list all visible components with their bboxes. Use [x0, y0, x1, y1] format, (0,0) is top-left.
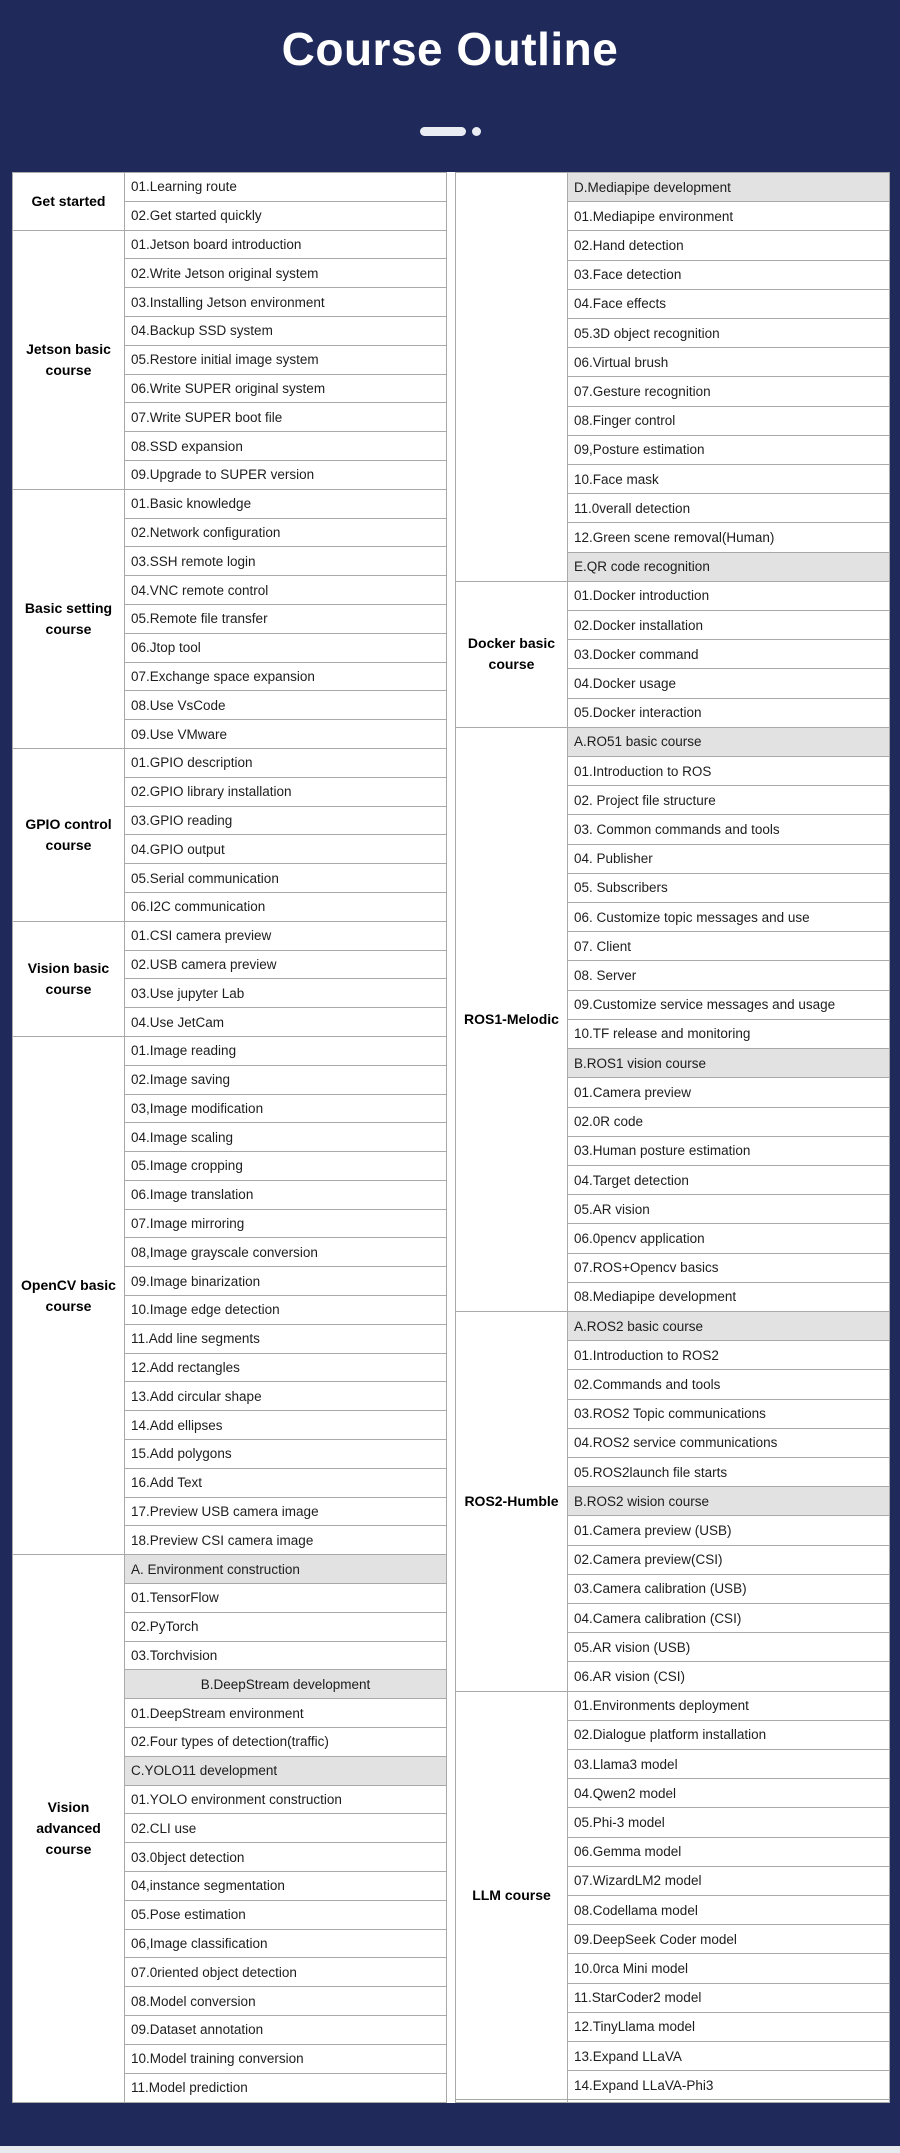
course-item-cell: 02.Write Jetson original system	[125, 259, 447, 288]
course-item-cell: 05.AR vision (USB)	[568, 1633, 890, 1662]
table-row	[13, 489, 447, 518]
course-item-cell: 02.Dialogue platform installation	[568, 1720, 890, 1749]
course-item-cell: 07. Client	[568, 932, 890, 961]
course-item-cell: 01.Learning route	[125, 173, 447, 202]
course-item-cell: 01.Introduction to ROS2	[568, 1341, 890, 1370]
course-item-cell: 06.AR vision (CSI)	[568, 1662, 890, 1691]
course-item-cell: 01.Mediapipe environment	[568, 202, 890, 231]
table-row	[13, 921, 447, 950]
course-item-cell: 01.YOLO environment construction	[125, 1785, 447, 1814]
course-item-cell: 01.Camera preview	[568, 1078, 890, 1107]
course-item-cell: 02. Project file structure	[568, 786, 890, 815]
category-cell: Vision basic course	[13, 921, 125, 1036]
course-item-cell: 10.Face mask	[568, 465, 890, 494]
course-item-cell: 04.Qwen2 model	[568, 1779, 890, 1808]
course-item-cell: 07.ROS+Opencv basics	[568, 1253, 890, 1282]
course-item-cell: 07.WizardLM2 model	[568, 1866, 890, 1895]
course-item-cell: 09.Customize service messages and usage	[568, 990, 890, 1019]
table-row	[456, 727, 890, 756]
course-item-cell: 07.Gesture recognition	[568, 377, 890, 406]
course-item-cell: 03.GPIO reading	[125, 806, 447, 835]
course-item-cell: 09.Image binarization	[125, 1267, 447, 1296]
course-item-cell: 01.Image reading	[125, 1036, 447, 1065]
course-item-cell: 03.0bject detection	[125, 1843, 447, 1872]
course-item-cell: 01.Camera preview (USB)	[568, 1516, 890, 1545]
course-item-cell: 06.0pencv application	[568, 1224, 890, 1253]
course-table-right-body	[456, 173, 890, 2103]
course-item-cell: 04.Camera calibration (CSI)	[568, 1603, 890, 1632]
course-item-cell: 02.Get started quickly	[125, 201, 447, 230]
course-item-cell: 09.Use VMware	[125, 720, 447, 749]
course-item-cell: 10.TF release and monitoring	[568, 1019, 890, 1048]
course-item-cell: 05.3D object recognition	[568, 319, 890, 348]
table-row	[13, 173, 447, 202]
course-item-cell: 03.Human posture estimation	[568, 1136, 890, 1165]
course-item-cell: 10.0rca Mini model	[568, 1954, 890, 1983]
section-header-cell: B.ROS1 vision course	[568, 1049, 890, 1078]
course-item-cell: 02.Docker installation	[568, 611, 890, 640]
course-item-cell: 07.0riented object detection	[125, 1958, 447, 1987]
course-item-cell: 02.PyTorch	[125, 1612, 447, 1641]
course-item-cell: 08.Codellama model	[568, 1895, 890, 1924]
course-item-cell: 08.Mediapipe development	[568, 1282, 890, 1311]
category-cell: Basic setting course	[13, 489, 125, 748]
table-row	[13, 748, 447, 777]
course-item-cell: 08,Image grayscale conversion	[125, 1238, 447, 1267]
category-cell	[456, 2100, 568, 2103]
table-row	[456, 2100, 890, 2103]
table-row	[456, 173, 890, 202]
course-item-cell: 09.Upgrade to SUPER version	[125, 460, 447, 489]
course-item-cell: 08.Finger control	[568, 406, 890, 435]
table-row	[456, 1691, 890, 1720]
course-item-cell: 06,Image classification	[125, 1929, 447, 1958]
course-item-cell: 03. Common commands and tools	[568, 815, 890, 844]
course-item-cell: 06.Jtop tool	[125, 633, 447, 662]
course-item-cell: 04.Face effects	[568, 289, 890, 318]
section-header-cell: B.DeepStream development	[125, 1670, 447, 1699]
table-row	[456, 1311, 890, 1340]
course-item-cell: 11.Add line segments	[125, 1324, 447, 1353]
title-underline-dot	[472, 127, 481, 136]
course-item-cell: 14.Add ellipses	[125, 1411, 447, 1440]
course-table-left	[12, 172, 447, 2103]
page-title: Course Outline	[281, 23, 619, 75]
table-row	[13, 1036, 447, 1065]
course-item-cell: 03.Camera calibration (USB)	[568, 1574, 890, 1603]
course-item-cell: 09.Dataset annotation	[125, 2016, 447, 2045]
course-item-cell: 02.Four types of detection(traffic)	[125, 1728, 447, 1757]
course-item-cell: 01.DeepStream environment	[125, 1699, 447, 1728]
course-item-cell: 02.GPIO library installation	[125, 777, 447, 806]
category-cell: ROS1-Melodic	[456, 727, 568, 1311]
category-cell: LLM course	[456, 1691, 568, 2100]
section-header-cell: E.QR code recognition	[568, 552, 890, 581]
course-item-cell: 08.Use VsCode	[125, 691, 447, 720]
course-item-cell: 06.I2C communication	[125, 892, 447, 921]
course-item-cell: 11.Model prediction	[125, 2073, 447, 2102]
course-table-right	[455, 172, 890, 2103]
course-item-cell: 14.Expand LLaVA-Phi3	[568, 2071, 890, 2100]
course-item-cell: 03.SSH remote login	[125, 547, 447, 576]
course-item-cell: 05.Pose estimation	[125, 1900, 447, 1929]
course-item-cell: 17.Preview USB camera image	[125, 1497, 447, 1526]
course-item-cell: 04.VNC remote control	[125, 576, 447, 605]
course-item-cell: 07.Image mirroring	[125, 1209, 447, 1238]
course-item-cell: 02.Network configuration	[125, 518, 447, 547]
course-item-cell: 12.Green scene removal(Human)	[568, 523, 890, 552]
course-item-cell: 04.GPIO output	[125, 835, 447, 864]
section-header-cell: A.RO51 basic course	[568, 727, 890, 756]
course-item-cell: 06.Write SUPER original system	[125, 374, 447, 403]
course-item-cell: 06.Gemma model	[568, 1837, 890, 1866]
course-item-cell: 05.ROS2launch file starts	[568, 1457, 890, 1486]
course-item-cell: 15.Add polygons	[125, 1440, 447, 1469]
title-underline	[0, 127, 900, 136]
course-item-cell: 11.0verall detection	[568, 494, 890, 523]
course-item-cell: 05. Subscribers	[568, 873, 890, 902]
course-item-cell: 04.Target detection	[568, 1165, 890, 1194]
course-item-cell: 01.Basic knowledge	[125, 489, 447, 518]
section-header-cell: A. Environment construction	[125, 1555, 447, 1584]
course-item-cell: 05.Phi-3 model	[568, 1808, 890, 1837]
course-item-cell: 06. Customize topic messages and use	[568, 903, 890, 932]
course-item-cell: 09.DeepSeek Coder model	[568, 1925, 890, 1954]
course-item-cell: 05.Remote file transfer	[125, 604, 447, 633]
table-row	[13, 230, 447, 259]
course-item-cell: 04,instance segmentation	[125, 1872, 447, 1901]
course-item-cell: 02.0R code	[568, 1107, 890, 1136]
course-item-cell: 01.GPIO description	[125, 748, 447, 777]
course-item-cell: 03,Image modification	[125, 1094, 447, 1123]
course-item-cell: 01.Docker introduction	[568, 581, 890, 610]
category-cell: Get started	[13, 173, 125, 231]
course-item-cell: 04.Backup SSD system	[125, 316, 447, 345]
course-item-cell: 03.Installing Jetson environment	[125, 288, 447, 317]
course-item-cell: 05.Docker interaction	[568, 698, 890, 727]
course-item-cell: 18.Preview CSI camera image	[125, 1526, 447, 1555]
course-item-cell: 02.Camera preview(CSI)	[568, 1545, 890, 1574]
section-header-cell: A.ROS2 basic course	[568, 1311, 890, 1340]
course-table-left-body	[13, 173, 447, 2103]
course-item-cell: 16.Add Text	[125, 1468, 447, 1497]
course-item-cell: 04.Docker usage	[568, 669, 890, 698]
course-item-cell: 13.Expand LLaVA	[568, 2042, 890, 2071]
course-item-cell: 02.Commands and tools	[568, 1370, 890, 1399]
course-item-cell: 01.Environments deployment	[568, 1691, 890, 1720]
section-header-cell: D.Mediapipe development	[568, 173, 890, 202]
course-item-cell: 06.Virtual brush	[568, 348, 890, 377]
category-cell: GPIO control course	[13, 748, 125, 921]
course-item-cell: 07.Exchange space expansion	[125, 662, 447, 691]
course-item-cell: 08. Server	[568, 961, 890, 990]
category-cell: Jetson basic course	[13, 230, 125, 489]
course-item-cell: 03.Torchvision	[125, 1641, 447, 1670]
course-item-cell: 05.Image cropping	[125, 1152, 447, 1181]
course-item-cell: 03.Use jupyter Lab	[125, 979, 447, 1008]
course-item-cell: 12.TinyLlama model	[568, 2012, 890, 2041]
course-item-cell: 01.Jetson board introduction	[125, 230, 447, 259]
course-item-cell: 12.Add rectangles	[125, 1353, 447, 1382]
course-item-cell: 01.TensorFlow	[125, 1584, 447, 1613]
course-item-cell: 02.Image saving	[125, 1065, 447, 1094]
course-item-cell: 05.Serial communication	[125, 864, 447, 893]
course-item-cell	[568, 2100, 890, 2103]
category-cell: ROS2-Humble	[456, 1311, 568, 1691]
course-item-cell: 02.USB camera preview	[125, 950, 447, 979]
category-cell: Vision advanced course	[13, 1555, 125, 2103]
category-cell: OpenCV basic course	[13, 1036, 125, 1554]
course-item-cell: 07.Write SUPER boot file	[125, 403, 447, 432]
course-item-cell: 10.Image edge detection	[125, 1296, 447, 1325]
course-item-cell: 09,Posture estimation	[568, 435, 890, 464]
course-item-cell: 02.Hand detection	[568, 231, 890, 260]
section-header-cell: B.ROS2 wision course	[568, 1487, 890, 1516]
course-item-cell: 06.Image translation	[125, 1180, 447, 1209]
category-cell: Docker basic course	[456, 581, 568, 727]
table-row	[456, 581, 890, 610]
title-underline-dash	[420, 127, 466, 136]
course-item-cell: 03.Llama3 model	[568, 1749, 890, 1778]
course-item-cell: 10.Model training conversion	[125, 2044, 447, 2073]
section-header-cell: C.YOLO11 development	[125, 1756, 447, 1785]
course-item-cell: 01.CSI camera preview	[125, 921, 447, 950]
course-item-cell: 11.StarCoder2 model	[568, 1983, 890, 2012]
table-row	[13, 1555, 447, 1584]
course-item-cell: 08.SSD expansion	[125, 432, 447, 461]
course-item-cell: 04.Image scaling	[125, 1123, 447, 1152]
course-item-cell: 04.ROS2 service communications	[568, 1428, 890, 1457]
course-item-cell: 04. Publisher	[568, 844, 890, 873]
course-item-cell: 13.Add circular shape	[125, 1382, 447, 1411]
course-item-cell: 03.Docker command	[568, 640, 890, 669]
footer-bar	[0, 2146, 900, 2153]
category-cell	[456, 173, 568, 582]
course-item-cell: 03.ROS2 Topic communications	[568, 1399, 890, 1428]
course-item-cell: 01.Introduction to ROS	[568, 757, 890, 786]
course-item-cell: 05.Restore initial image system	[125, 345, 447, 374]
course-item-cell: 03.Face detection	[568, 260, 890, 289]
course-item-cell: 04.Use JetCam	[125, 1008, 447, 1037]
course-item-cell: 05.AR vision	[568, 1195, 890, 1224]
course-item-cell: 08.Model conversion	[125, 1987, 447, 2016]
course-item-cell: 02.CLI use	[125, 1814, 447, 1843]
